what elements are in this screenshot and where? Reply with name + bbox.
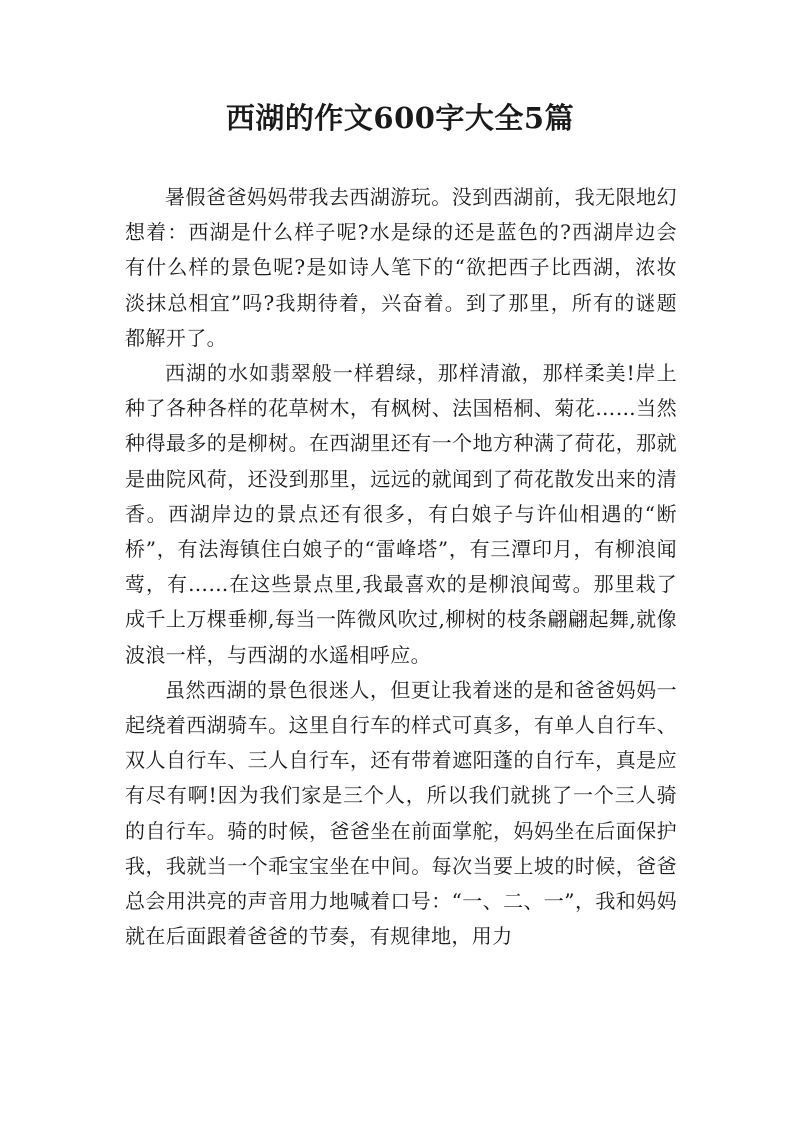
article-body	[125, 180, 677, 954]
paragraph-1: 暑假爸爸妈妈带我去西湖游玩。没到西湖前，我无限地幻想着：西湖是什么样子呢?水是绿的还是蓝色的?西湖岸边会有什么样的景色呢?是如诗人笔下的“欲把西子比西湖，浓妆淡抹总相宜”吗?我期待着，兴奋着。到了那里，所有的谜题都解开了。	[125, 185, 677, 350]
paragraph-2: 西湖的水如翡翠般一样碧绿，那样清澈，那样柔美!岸上种了各种各样的花草树木，有枫树、法国梧桐、菊花……当然种得最多的是柳树。在西湖里还有一个地方种满了荷花，那就是曲院风荷，还没到那里，远远的就闻到了荷花散发出来的清香。西湖岸边的景点还有很多，有白娘子与许仙相遇的“断桥”，有法海镇住白娘子的“雷峰塔”，有三潭印月，有柳浪闻莺，有……在这些景点里,我最喜欢的是柳浪闻莺。那里栽了成千上万棵垂柳,每当一阵微风吹过,柳树的枝条翩翩起舞,就像波浪一样，与西湖的水遥相呼应。	[125, 361, 677, 667]
page-title: 西湖的作文600字大全5篇	[225, 101, 575, 135]
paragraph-3: 虽然西湖的景色很迷人，但更让我着迷的是和爸爸妈妈一起绕着西湖骑车。这里自行车的样式可真多，有单人自行车、双人自行车、三人自行车，还有带着遮阳蓬的自行车，真是应有尽有啊!因为我们家是三个人，所以我们就挑了一个三人骑的自行车。骑的时候，爸爸坐在前面掌舵，妈妈坐在后面保护我，我就当一个乖宝宝坐在中间。每次当要上坡的时候，爸爸总会用洪亮的声音用力地喊着口号：“一、二、一”，我和妈妈就在后面跟着爸爸的节奏，有规律地，用力	[125, 677, 677, 949]
